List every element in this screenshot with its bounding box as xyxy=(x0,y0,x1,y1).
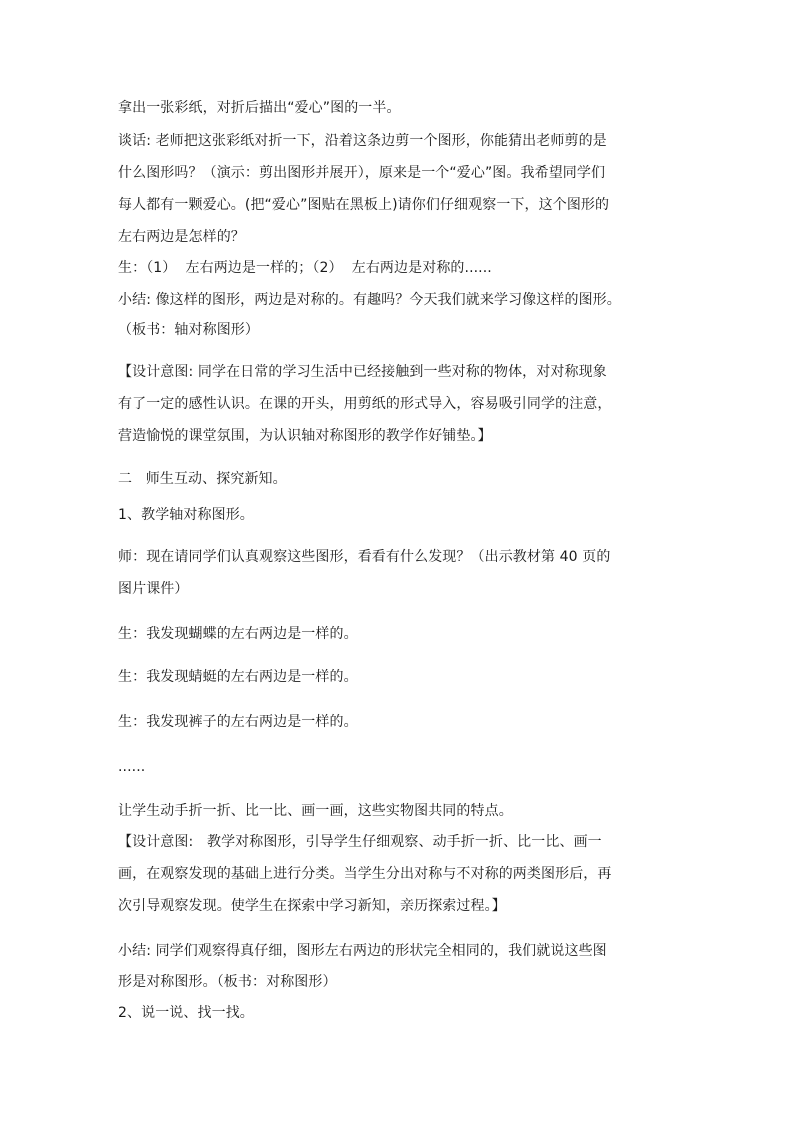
paragraph-line: 生：我发现蜻蜓的左右两边是一样的。 xyxy=(118,669,358,685)
paragraph-line: 生：（1） 左右两边是一样的；（2） 左右两边是对称的...... xyxy=(118,260,492,276)
paragraph-line: 生：我发现裤子的左右两边是一样的。 xyxy=(118,714,358,730)
paragraph-line: 师：现在请同学们认真观察这些图形，看看有什么发现？（出示教材第 40 页的 xyxy=(118,549,611,565)
paragraph-line: ...... xyxy=(118,759,146,775)
paragraph-line: 拿出一张彩纸，对折后描出“爱心”图的一半。 xyxy=(118,100,401,116)
paragraph-line: 【设计意图: 教学对称图形，引导学生仔细观察、动手折一折、比一比、画一 xyxy=(118,834,602,850)
paragraph-line: 左右两边是怎样的？ xyxy=(118,229,245,245)
subsection-heading: 2、说一说、找一找。 xyxy=(118,1005,254,1021)
paragraph-line: 有了一定的感性认识。在课的开头，用剪纸的形式导入，容易吸引同学的注意， xyxy=(118,396,612,412)
paragraph-line: 每人都有一颗爱心。(把“爱心”图贴在黑板上)请你们仔细观察一下，这个图形的 xyxy=(118,197,610,213)
paragraph-line: 什么图形吗？（演示：剪出图形并展开），原来是一个“爱心”图。我希望同学们 xyxy=(118,165,606,181)
paragraph-line: 让学生动手折一折、比一比、画一画，这些实物图共同的特点。 xyxy=(118,803,513,819)
paragraph-line: 画，在观察发现的基础上进行分类。当学生分出对称与不对称的两类图形后，再 xyxy=(118,866,612,882)
paragraph-line: 营造愉悦的课堂氛围，为认识轴对称图形的教学作好铺垫。】 xyxy=(118,428,492,444)
paragraph-line: （板书：轴对称图形） xyxy=(118,322,259,338)
paragraph-line: 小结: 像这样的图形，两边是对称的。有趣吗？今天我们就来学习像这样的图形。 xyxy=(118,292,621,308)
paragraph-line: 形是对称图形。（板书：对称图形） xyxy=(118,974,337,990)
paragraph-line: 图片课件） xyxy=(118,581,189,597)
subsection-heading: 1、教学轴对称图形。 xyxy=(118,507,254,523)
paragraph-line: 谈话: 老师把这张彩纸对折一下，沿着这条边剪一个图形，你能猜出老师剪的是 xyxy=(118,133,607,149)
paragraph-line: 小结: 同学们观察得真仔细，图形左右两边的形状完全相同的，我们就说这些图 xyxy=(118,943,607,959)
paragraph-line: 生：我发现蝴蝶的左右两边是一样的。 xyxy=(118,626,358,642)
paragraph-line: 次引导观察发现。使学生在探索中学习新知，亲历探索过程。】 xyxy=(118,898,506,914)
section-heading: 二 师生互动、探究新知。 xyxy=(118,471,287,487)
paragraph-line: 【设计意图: 同学在日常的学习生活中已经接触到一些对称的物体，对对称现象 xyxy=(118,364,607,380)
